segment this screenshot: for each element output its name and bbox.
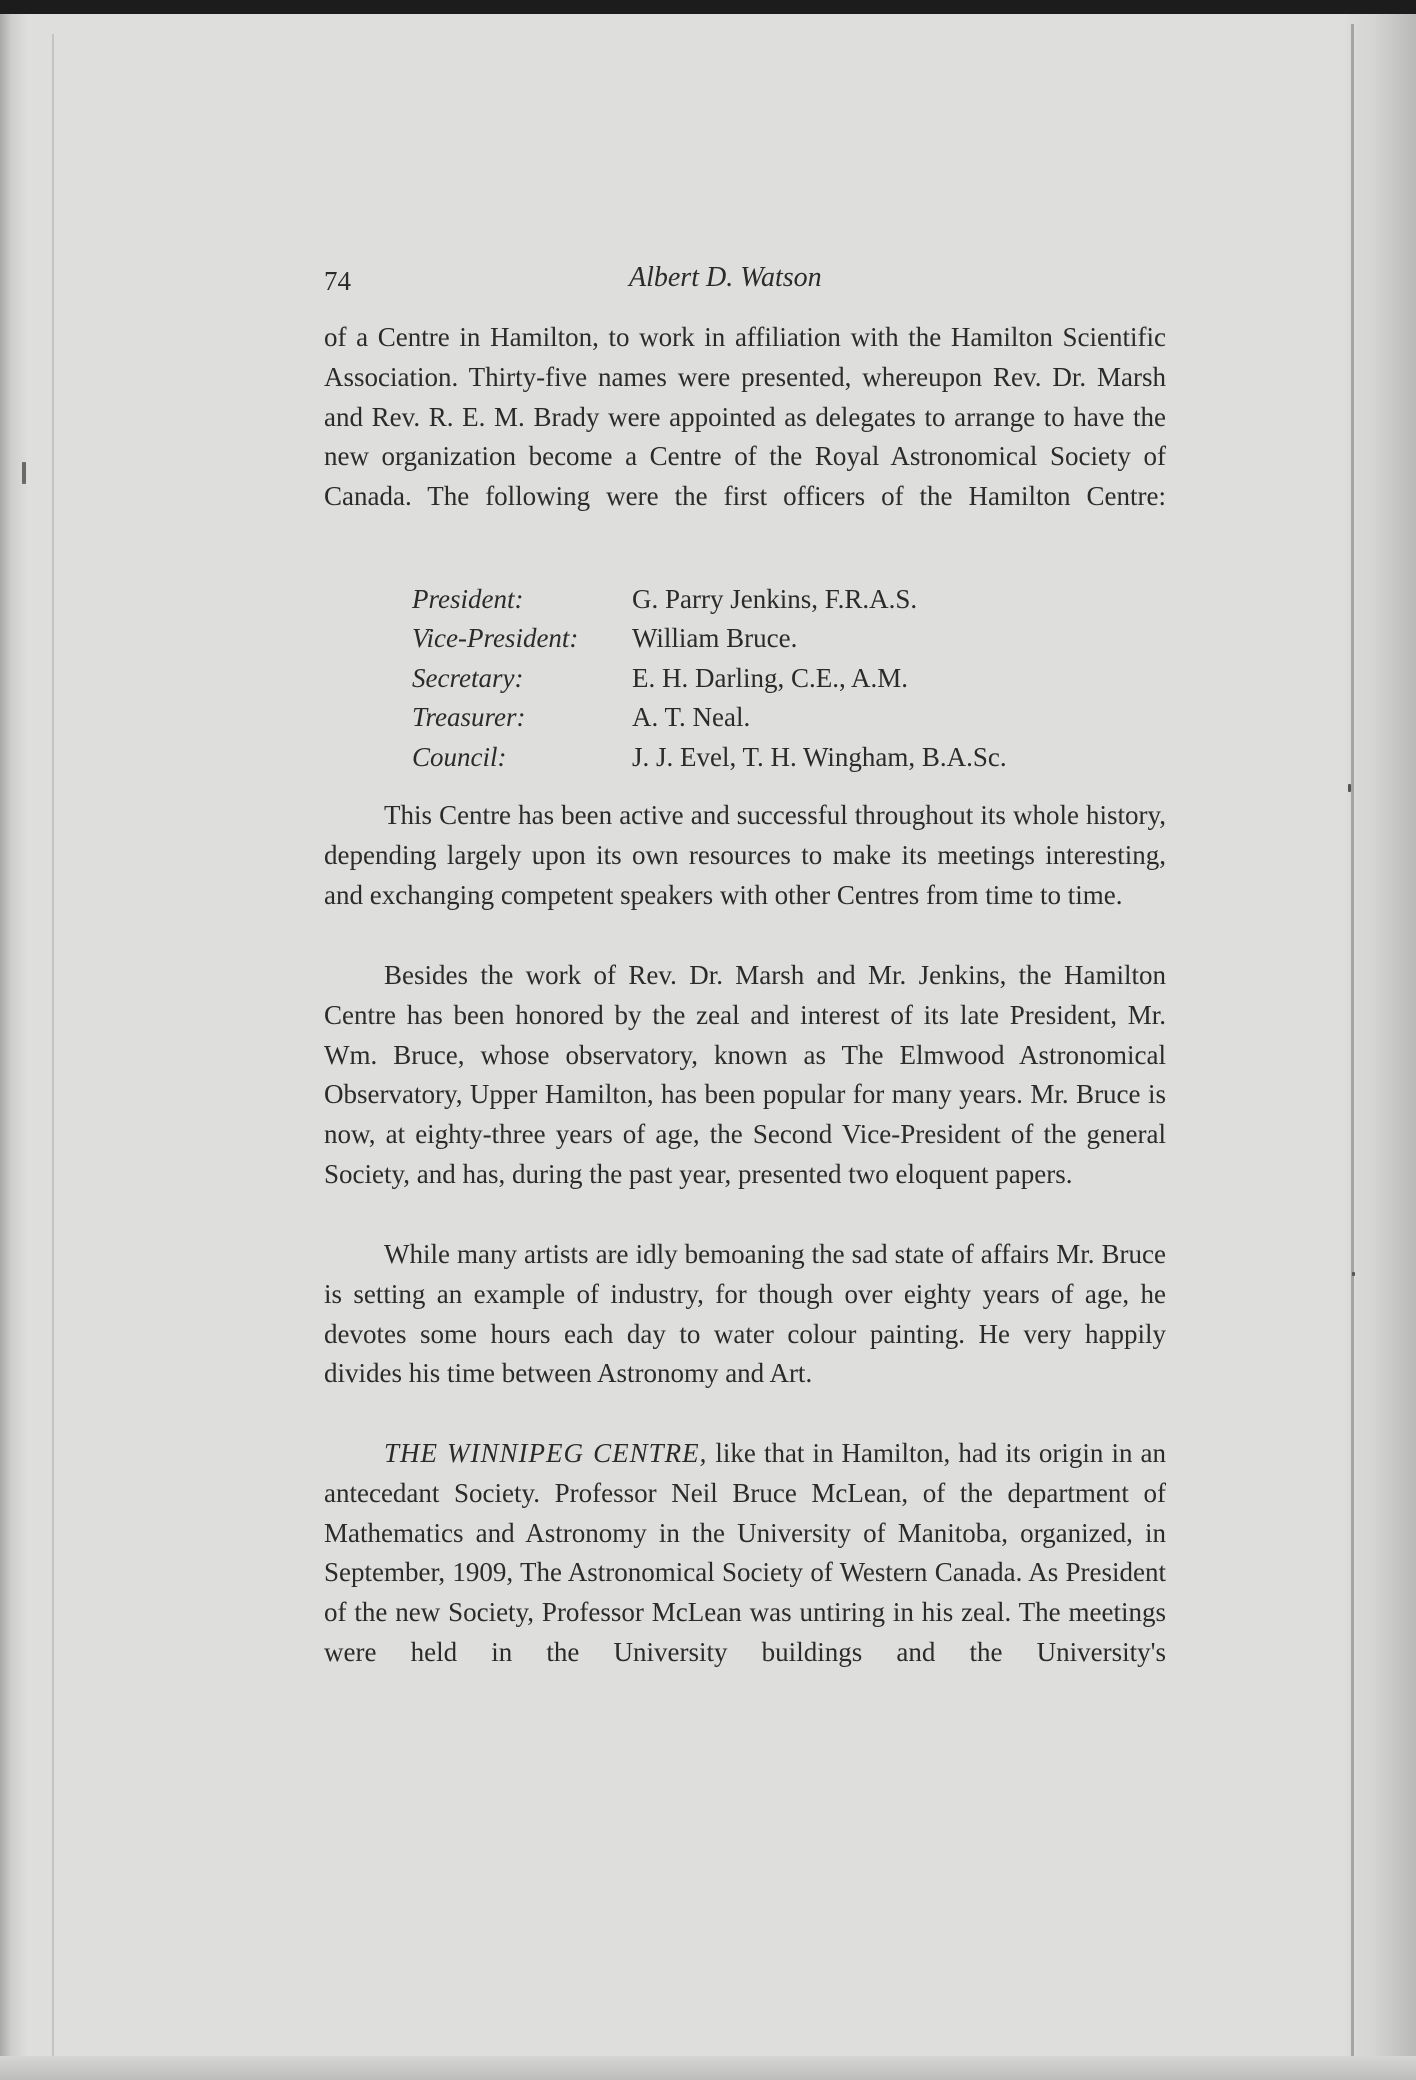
page-right-edge-shadow bbox=[1346, 14, 1416, 2080]
officer-name: G. Parry Jenkins, F.R.A.S. bbox=[632, 584, 918, 614]
officer-name: A. T. Neal. bbox=[632, 702, 751, 733]
running-head bbox=[324, 262, 1166, 302]
officer-row bbox=[412, 619, 1092, 658]
officer-row bbox=[412, 738, 1092, 777]
page-number: 74 bbox=[324, 266, 351, 296]
officer-role: Vice-President: bbox=[412, 623, 579, 654]
officers-list bbox=[412, 580, 1092, 777]
scan-speck bbox=[1352, 1272, 1355, 1276]
officer-name: J. J. Evel, T. H. Wingham, B.A.Sc. bbox=[632, 741, 1007, 772]
officer-role: Council: bbox=[412, 741, 507, 772]
officer-name: E. H. Darling, C.E., A.M. bbox=[632, 662, 908, 693]
officer-row bbox=[412, 698, 1092, 737]
scan-speck bbox=[22, 462, 26, 484]
paragraph-bruce-observatory: Besides the work of Rev. Dr. Marsh and Mr. Jenkins, the Hamilton Centre has been honored by the zeal and interest of its late President, Mr. Wm. Bruce, whose observatory, known as The Elmwood Astronomical Observatory, Upper Hamilton, has been popular for many years. Mr. Bruce is now, at eighty-three years of age, the Second Vice-President of the general Society, and has, during the past year, presented two eloquent papers. bbox=[324, 960, 1166, 1189]
page-left-edge-line bbox=[52, 34, 54, 2064]
page-binding-shadow bbox=[0, 14, 30, 2080]
book-page bbox=[0, 14, 1416, 2080]
officer-row bbox=[412, 580, 1092, 619]
running-title: Albert D. Watson bbox=[629, 262, 822, 293]
page-right-edge-line bbox=[1351, 24, 1354, 2064]
winnipeg-centre-body: like that in Hamilton, had its origin in an antecedant Society. Professor Neil Bruce McLean, of the department of Mathematics and Astronomy in the University of Manitoba, organized, in September, 1909, The Astronomical Society of Western Canada. As President of the new Society, Professor McLean was untiring in his zeal. The meetings were held in the University buildings and the University's bbox=[324, 1438, 1167, 1667]
officer-row bbox=[412, 659, 1092, 698]
officer-name: William Bruce. bbox=[632, 623, 798, 654]
paragraph-winnipeg-centre bbox=[324, 1434, 1166, 1673]
paragraph-centre-activity: This Centre has been active and successful throughout its whole history, depending largely upon its own resources to make its meetings interesting, and exchanging competent speakers with other Centres from time to time. bbox=[324, 800, 1166, 910]
officer-role: Treasurer: bbox=[412, 702, 526, 733]
paragraph-hamilton-origin: of a Centre in Hamilton, to work in affiliation with the Hamilton Scientific Association. Thirty-five names were presented, whereupon Rev. Dr. Marsh and Rev. R. E. M. Brady were appointed as delegates to arrange to have the new organization become a Centre of the Royal Astronomical Society of Canada. The following were the first officers of the Hamilton Centre: bbox=[324, 322, 1166, 512]
officer-role: President: bbox=[412, 584, 524, 614]
winnipeg-centre-heading: THE WINNIPEG CENTRE, bbox=[384, 1438, 708, 1468]
page-bottom-edge bbox=[0, 2056, 1416, 2080]
paragraph-bruce-painting: While many artists are idly bemoaning the sad state of affairs Mr. Bruce is setting an example of industry, for though over eighty years of age, he devotes some hours each day to water colour painting. He very happily divides his time between Astronomy and Art. bbox=[324, 1239, 1166, 1389]
scan-speck bbox=[1348, 784, 1351, 792]
officer-role: Secretary: bbox=[412, 662, 524, 693]
